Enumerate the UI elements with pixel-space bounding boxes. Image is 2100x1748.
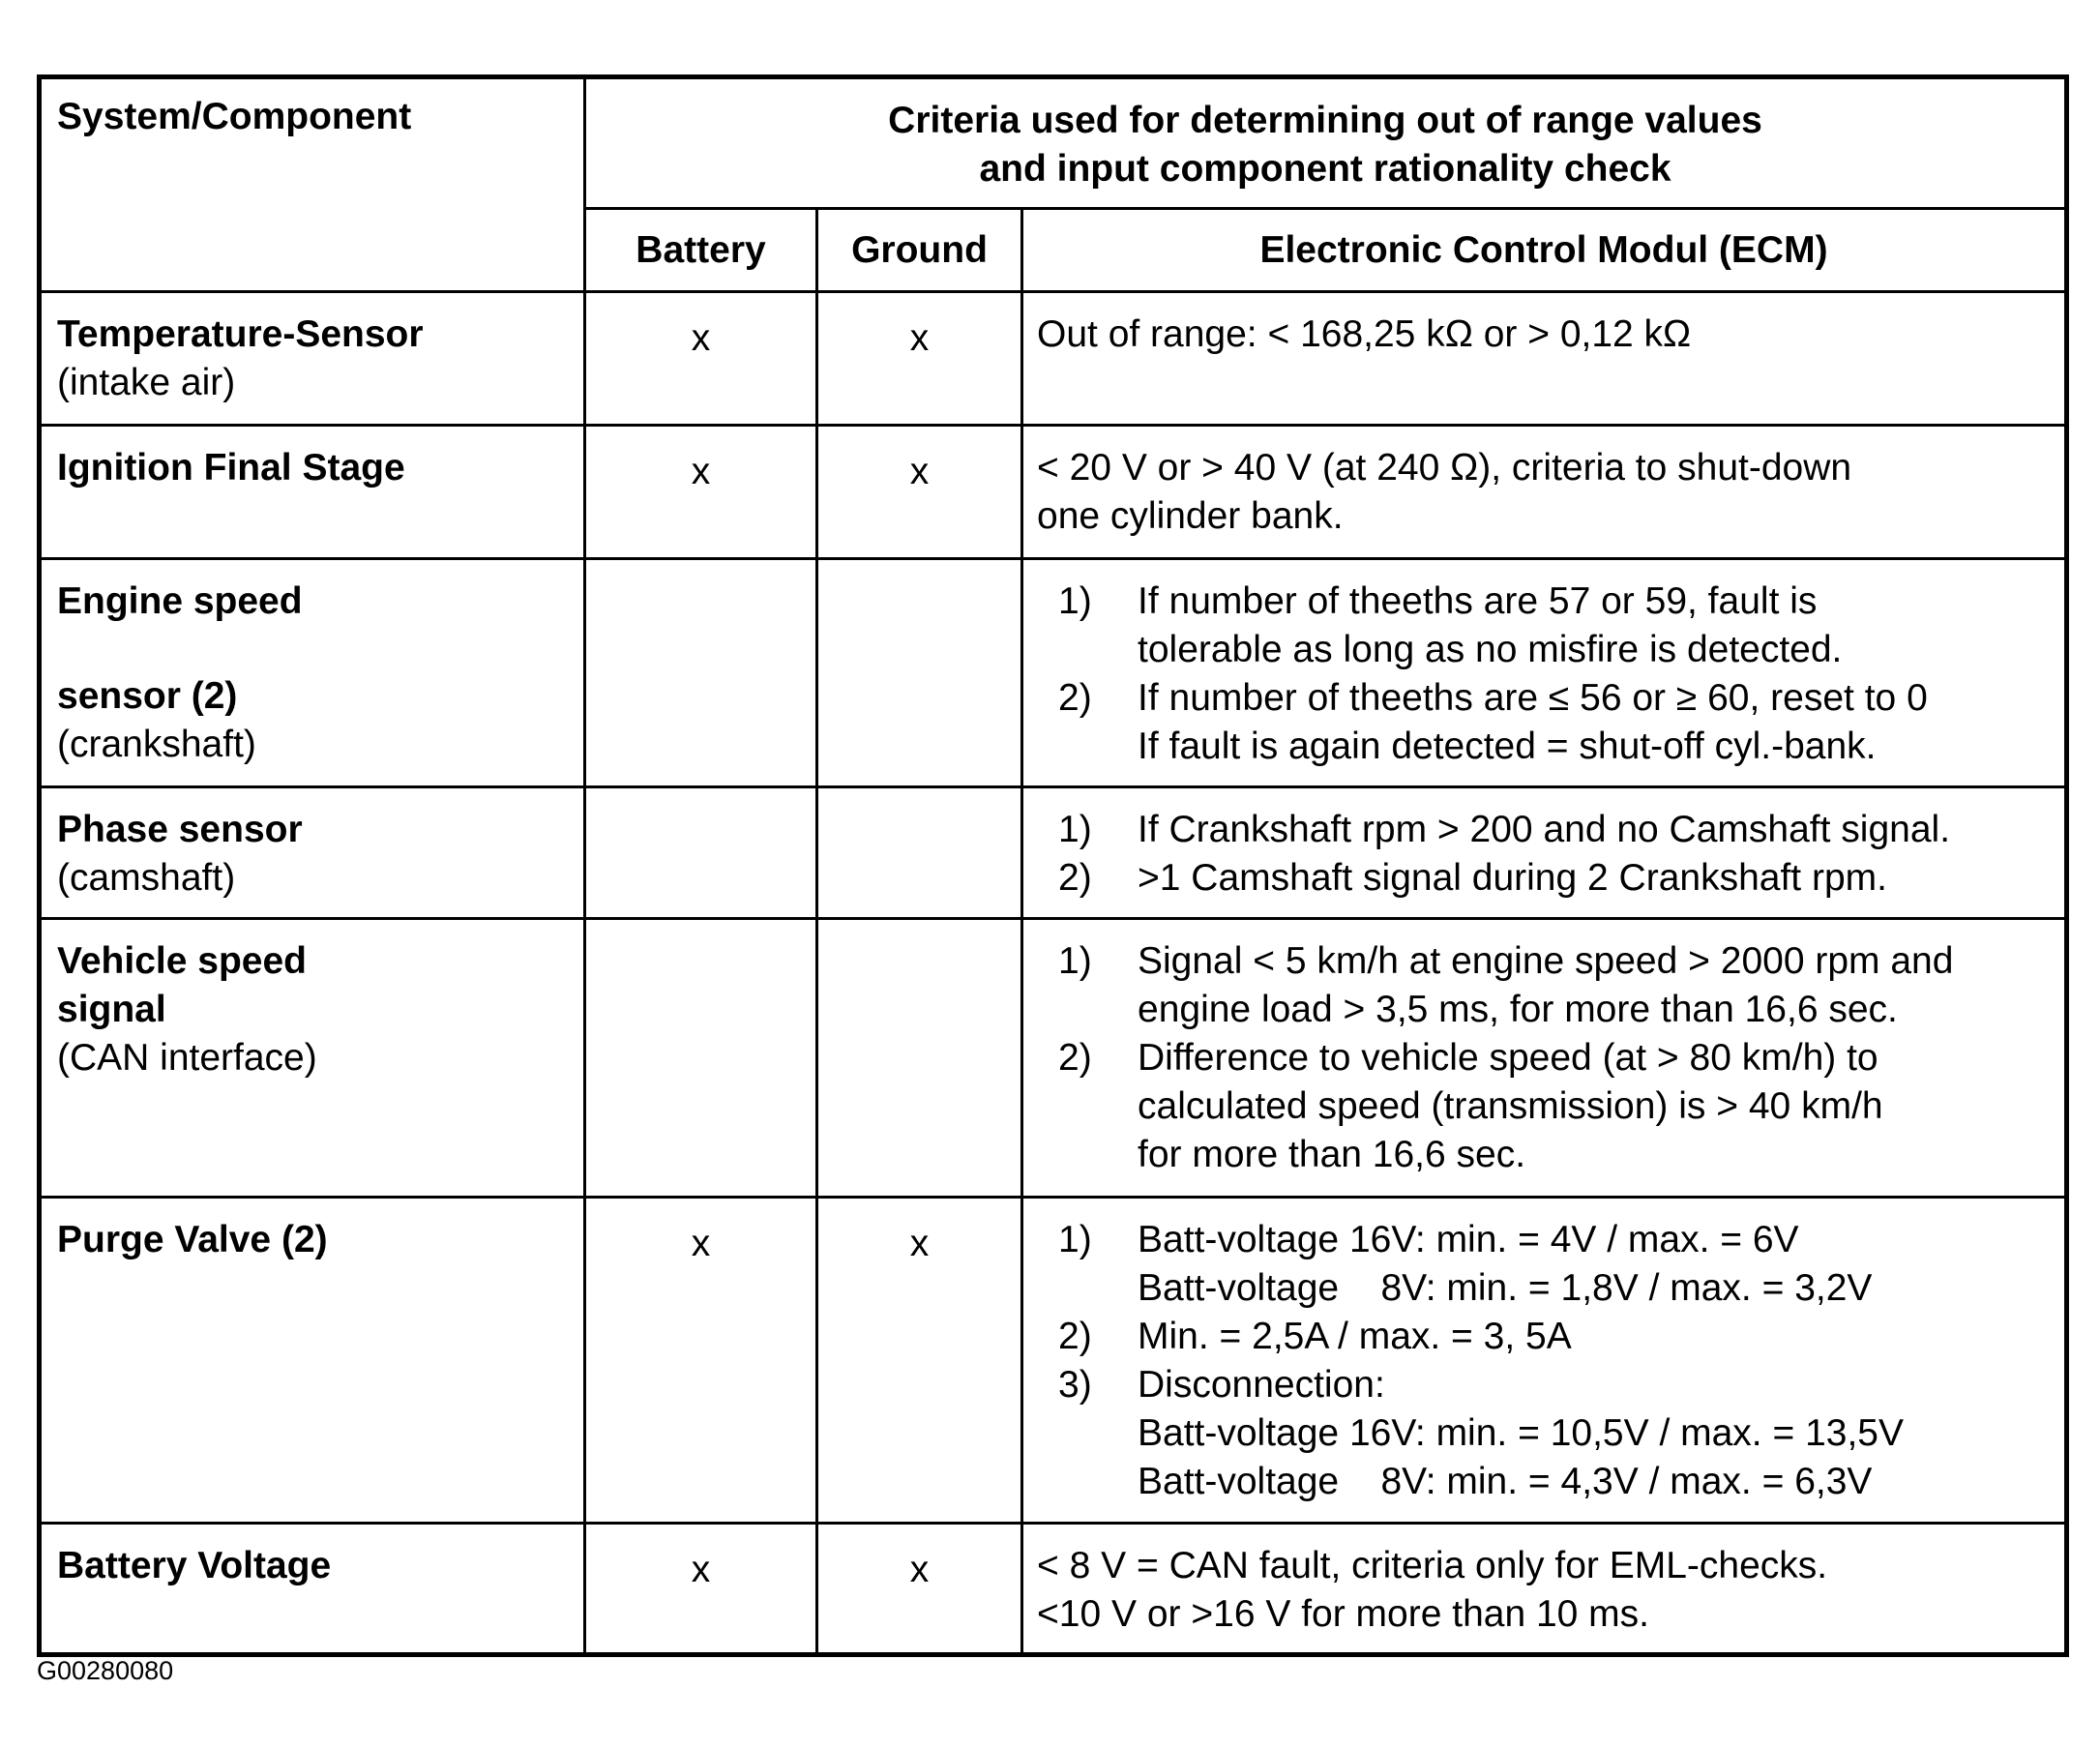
ecm-criteria	[1022, 1524, 2067, 1655]
table-row	[40, 919, 2067, 1198]
criteria-item	[1037, 1361, 2055, 1506]
component-cell	[40, 919, 585, 1198]
ground-mark: x	[817, 426, 1022, 559]
system-component-header: System/Component	[40, 77, 585, 292]
component-cell	[40, 426, 585, 559]
battery-mark	[585, 787, 817, 919]
ecm-criteria	[1022, 559, 2067, 787]
component-name: Purge Valve (2)	[57, 1219, 328, 1260]
ecm-criteria	[1022, 919, 2067, 1198]
item-number: 1)	[1058, 809, 1092, 850]
battery-mark	[585, 559, 817, 787]
item-line: Batt-voltage 16V: min. = 4V / max. = 6V	[1138, 1219, 1799, 1260]
ecm-criteria	[1022, 787, 2067, 919]
ground-header: Ground	[817, 209, 1022, 292]
component-name: Phase sensor	[57, 809, 303, 850]
item-line: tolerable as long as no misfire is detected.	[1138, 629, 1843, 670]
criteria-item	[1037, 806, 2055, 854]
ecm-criteria	[1022, 426, 2067, 559]
item-line: >1 Camshaft signal during 2 Crankshaft rpm.	[1138, 857, 1887, 899]
item-number: 2)	[1058, 857, 1092, 899]
component-sub: (camshaft)	[57, 857, 236, 899]
component-name: Temperature-Sensor	[57, 313, 424, 355]
component-sub: (intake air)	[57, 362, 236, 403]
ground-mark: x	[817, 292, 1022, 426]
item-line: for more than 16,6 sec.	[1138, 1134, 1526, 1175]
ground-mark	[817, 559, 1022, 787]
battery-header: Battery	[585, 209, 817, 292]
item-number: 2)	[1058, 1316, 1092, 1357]
ground-mark: x	[817, 1524, 1022, 1655]
ecm-criteria	[1022, 292, 2067, 426]
item-line: If fault is again detected = shut-off cyl.-bank.	[1138, 726, 1877, 767]
battery-mark: x	[585, 292, 817, 426]
item-line: Batt-voltage 16V: min. = 10,5V / max. = 13,5V	[1138, 1412, 1904, 1454]
ecm-line: <10 V or >16 V for more than 10 ms.	[1037, 1593, 1650, 1635]
item-line: Min. = 2,5A / max. = 3, 5A	[1138, 1316, 1572, 1357]
battery-mark: x	[585, 426, 817, 559]
ecm-header: Electronic Control Modul (ECM)	[1022, 209, 2067, 292]
criteria-item	[1037, 1034, 2055, 1179]
component-cell	[40, 1198, 585, 1524]
criteria-item	[1037, 578, 2055, 674]
component-name-cont: sensor (2)	[57, 675, 238, 717]
component-name: Engine speed	[57, 580, 303, 622]
item-line: If Crankshaft rpm > 200 and no Camshaft signal.	[1138, 809, 1951, 850]
criteria-table	[37, 74, 2069, 1657]
ecm-line: < 20 V or > 40 V (at 240 Ω), criteria to shut-down	[1037, 447, 1852, 489]
table-row	[40, 559, 2067, 787]
item-number: 1)	[1058, 940, 1092, 982]
component-cell	[40, 1524, 585, 1655]
component-name-cont: signal	[57, 989, 166, 1030]
item-number: 2)	[1058, 1037, 1092, 1079]
table-row	[40, 787, 2067, 919]
ground-mark	[817, 919, 1022, 1198]
component-sub: (CAN interface)	[57, 1037, 317, 1079]
ecm-line: Out of range: < 168,25 kΩ or > 0,12 kΩ	[1037, 313, 1692, 355]
component-name: Battery Voltage	[57, 1545, 332, 1586]
battery-mark	[585, 919, 817, 1198]
component-sub: (crankshaft)	[57, 724, 256, 765]
criteria-header	[585, 77, 2067, 209]
item-line: Signal < 5 km/h at engine speed > 2000 rpm and	[1138, 940, 1954, 982]
item-line: Batt-voltage 8V: min. = 4,3V / max. = 6,3V	[1138, 1461, 1873, 1502]
table-row	[40, 426, 2067, 559]
component-cell	[40, 559, 585, 787]
table-row	[40, 1524, 2067, 1655]
ecm-line: one cylinder bank.	[1037, 495, 1344, 537]
table-row	[40, 292, 2067, 426]
item-line: Batt-voltage 8V: min. = 1,8V / max. = 3,2V	[1138, 1267, 1873, 1309]
battery-mark: x	[585, 1198, 817, 1524]
item-line: Disconnection:	[1138, 1364, 1385, 1406]
criteria-item	[1037, 1313, 2055, 1361]
criteria-header-line2: and input component rationality check	[979, 148, 1671, 190]
criteria-item	[1037, 674, 2055, 771]
ground-mark: x	[817, 1198, 1022, 1524]
figure-id: G00280080	[37, 1656, 174, 1685]
ecm-criteria	[1022, 1198, 2067, 1524]
item-number: 1)	[1058, 580, 1092, 622]
ecm-line: < 8 V = CAN fault, criteria only for EML-checks.	[1037, 1545, 1828, 1586]
component-name: Ignition Final Stage	[57, 447, 405, 489]
criteria-item	[1037, 1216, 2055, 1313]
criteria-header-line1: Criteria used for determining out of range values	[888, 100, 1762, 141]
ground-mark	[817, 787, 1022, 919]
item-number: 2)	[1058, 677, 1092, 719]
item-line: engine load > 3,5 ms, for more than 16,6 sec.	[1138, 989, 1898, 1030]
criteria-item	[1037, 854, 2055, 903]
component-name: Vehicle speed	[57, 940, 307, 982]
header-row	[40, 77, 2067, 209]
component-cell	[40, 292, 585, 426]
item-line: If number of theeths are 57 or 59, fault is	[1138, 580, 1818, 622]
item-number: 3)	[1058, 1364, 1092, 1406]
criteria-item	[1037, 937, 2055, 1034]
battery-mark: x	[585, 1524, 817, 1655]
item-line: calculated speed (transmission) is > 40 km/h	[1138, 1085, 1883, 1127]
component-cell	[40, 787, 585, 919]
item-line: Difference to vehicle speed (at > 80 km/h) to	[1138, 1037, 1878, 1079]
item-line: If number of theeths are ≤ 56 or ≥ 60, reset to 0	[1138, 677, 1928, 719]
item-number: 1)	[1058, 1219, 1092, 1260]
table-row	[40, 1198, 2067, 1524]
